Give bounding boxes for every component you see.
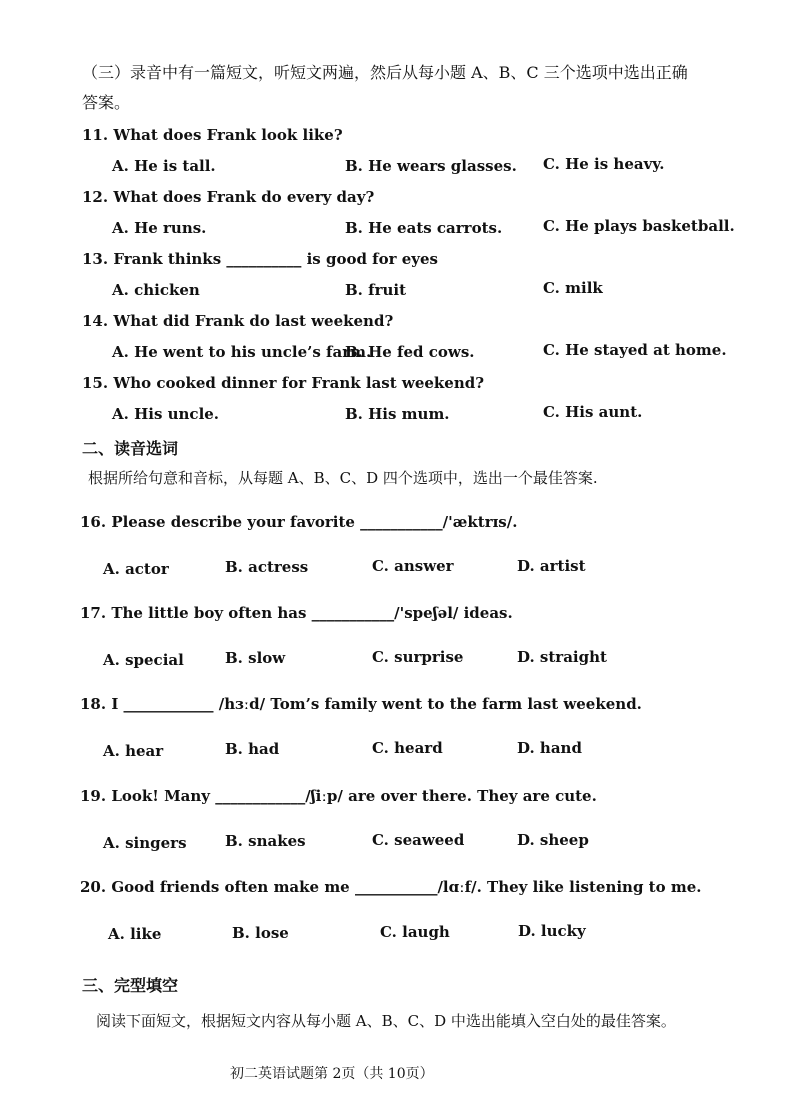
option-13a: A. chicken bbox=[112, 281, 200, 299]
option-16b: B. actress bbox=[225, 558, 309, 576]
option-12b: B. He eats carrots. bbox=[345, 219, 503, 237]
option-17c: C. surprise bbox=[372, 648, 464, 666]
option-11c: C. He is heavy. bbox=[543, 155, 665, 173]
option-16c: C. answer bbox=[372, 557, 454, 575]
option-16d: D. artist bbox=[517, 557, 586, 575]
option-16a: A. actor bbox=[103, 560, 169, 578]
question-14: 14. What did Frank do last weekend? bbox=[82, 312, 394, 330]
option-19a: A. singers bbox=[103, 834, 187, 852]
option-15a: A. His uncle. bbox=[112, 405, 220, 423]
option-17b: B. slow bbox=[225, 649, 286, 667]
option-20c: C. laugh bbox=[380, 923, 450, 941]
section-instruction-phonetic: 根据所给句意和音标，从每题 A、B、C、D 四个选项中，选出一个最佳答案. bbox=[88, 469, 598, 487]
question-15: 15. Who cooked dinner for Frank last weekend? bbox=[82, 374, 485, 392]
option-20b: B. lose bbox=[232, 924, 289, 942]
option-18d: D. hand bbox=[517, 739, 582, 757]
option-12a: A. He runs. bbox=[112, 219, 207, 237]
question-11: 11. What does Frank look like? bbox=[82, 126, 343, 144]
section-intro-line2: 答案。 bbox=[82, 93, 131, 112]
question-20: 20. Good friends often make me ___________/lɑːf/. They like listening to me. bbox=[80, 878, 702, 896]
option-18c: C. heard bbox=[372, 739, 443, 757]
page-footer: 初二英语试题第 2页（共 10页） bbox=[230, 1066, 434, 1082]
option-13c: C. milk bbox=[543, 279, 603, 297]
option-13b: B. fruit bbox=[345, 281, 407, 299]
option-11a: A. He is tall. bbox=[112, 157, 216, 175]
option-19b: B. snakes bbox=[225, 832, 306, 850]
option-14a: A. He went to his uncle’s farm. bbox=[112, 343, 372, 361]
option-15c: C. His aunt. bbox=[543, 403, 643, 421]
section-title-phonetic: 二、读音选词 bbox=[82, 439, 179, 458]
question-13: 13. Frank thinks __________ is good for eyes bbox=[82, 250, 438, 268]
section-intro-line1: （三）录音中有一篇短文，听短文两遍，然后从每小题 A、B、C 三个选项中选出正确 bbox=[82, 63, 688, 82]
option-11b: B. He wears glasses. bbox=[345, 157, 517, 175]
option-17d: D. straight bbox=[517, 648, 607, 666]
question-16: 16. Please describe your favorite ___________/'æktrɪs/. bbox=[80, 513, 518, 531]
option-20d: D. lucky bbox=[518, 922, 586, 940]
question-19: 19. Look! Many ____________/ʃiːp/ are over there. They are cute. bbox=[80, 787, 597, 805]
option-19c: C. seaweed bbox=[372, 831, 465, 849]
question-18: 18. I ____________ /hɜːd/ Tom’s family went to the farm last weekend. bbox=[80, 695, 642, 713]
question-12: 12. What does Frank do every day? bbox=[82, 188, 375, 206]
option-17a: A. special bbox=[103, 651, 184, 669]
option-12c: C. He plays basketball. bbox=[543, 217, 735, 235]
option-18a: A. hear bbox=[103, 742, 164, 760]
section-title-cloze: 三、完型填空 bbox=[82, 976, 179, 995]
option-19d: D. sheep bbox=[517, 831, 589, 849]
option-14c: C. He stayed at home. bbox=[543, 341, 727, 359]
option-18b: B. had bbox=[225, 740, 280, 758]
section-instruction-cloze: 阅读下面短文，根据短文内容从每小题 A、B、C、D 中选出能填入空白处的最佳答案。 bbox=[96, 1012, 676, 1030]
question-17: 17. The little boy often has ___________/'speʃəl/ ideas. bbox=[80, 604, 513, 622]
option-15b: B. His mum. bbox=[345, 405, 450, 423]
option-14b: B. He fed cows. bbox=[345, 343, 475, 361]
option-20a: A. like bbox=[108, 925, 162, 943]
